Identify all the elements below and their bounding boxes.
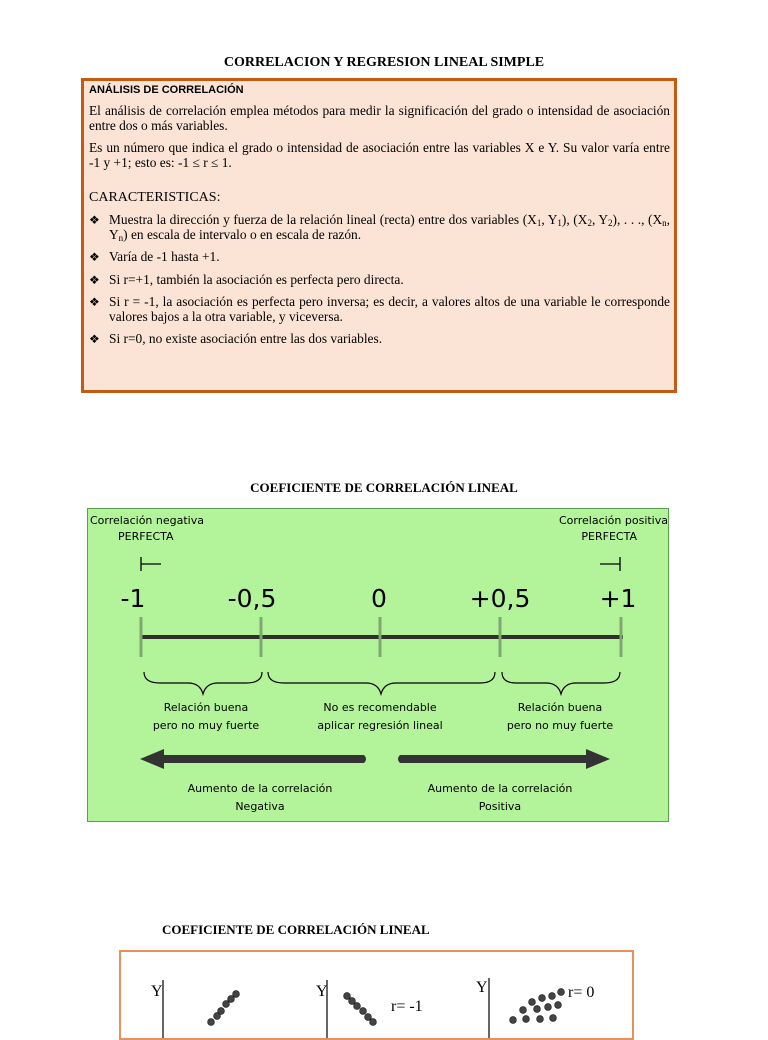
analysis-heading: ANÁLISIS DE CORRELACIÓN: [89, 84, 244, 96]
bullet-text: Varía de -1 hasta +1.: [109, 249, 220, 264]
right-range-sublabel: pero no muy fuerte: [506, 719, 614, 732]
list-item: [89, 250, 670, 265]
diamond-bullet-icon: ❖: [89, 332, 100, 346]
analysis-paragraph-2: Es un número que indica el grado o intensidad de asociación entre las variables X e Y. Su valor varía entre -1 y +1; esto es: -1 ≤ r ≤ 1.: [89, 140, 670, 170]
no-correlation-scatter-points: [510, 989, 565, 1024]
y-axis-label: Y: [316, 983, 328, 1000]
diamond-bullet-icon: ❖: [89, 213, 100, 227]
positive-direction-arrow: [398, 749, 610, 769]
diamond-bullet-icon: ❖: [89, 272, 100, 287]
scatter-point: [349, 998, 356, 1005]
bullet-text: Si r=0, no existe asociación entre las dos variables.: [109, 331, 383, 346]
scatter-section-title: COEFICIENTE DE CORRELACIÓN LINEAL: [162, 922, 430, 937]
scatter-point: [537, 1016, 544, 1023]
right-range-brace: [502, 672, 620, 694]
scatter-point: [539, 995, 546, 1002]
diamond-bullet-icon: ❖: [89, 250, 100, 264]
r-zero-label: r= 0: [568, 984, 595, 1001]
diamond-bullet-icon: ❖: [89, 295, 100, 309]
tick-label-zero: 0: [371, 584, 387, 613]
scatter-point: [365, 1014, 372, 1021]
scatter-point: [549, 993, 556, 1000]
negative-arrow-sublabel: Negativa: [235, 800, 285, 813]
neg-perfect-sublabel: PERFECTA: [118, 530, 174, 543]
scatter-point: [529, 999, 536, 1006]
right-range-label: Relación buena: [517, 701, 603, 714]
scatter-point: [534, 1006, 541, 1013]
correlation-scale-diagram: [87, 508, 669, 822]
y-axis-label: Y: [476, 979, 488, 996]
neg-perfect-bracket: [141, 557, 161, 571]
correlation-scale-svg: [88, 509, 669, 822]
middle-range-sublabel: aplicar regresión lineal: [317, 719, 443, 732]
positive-arrow-label: Aumento de la correlación: [427, 782, 573, 795]
scatter-point: [545, 1004, 552, 1011]
left-range-sublabel: pero no muy fuerte: [152, 719, 260, 732]
characteristics-list: [89, 213, 670, 347]
scatter-plots-box: [119, 950, 634, 1040]
tick-label-minus-1: -1: [120, 584, 146, 613]
bullet-text: Si r = -1, la asociación es perfecta pero inversa; es decir, a valores altos de una variable le corresponde valores bajos a la otra variable, y viceversa.: [109, 294, 670, 324]
scatter-point: [228, 996, 235, 1003]
positive-scatter-points: [208, 991, 240, 1026]
list-item: [89, 295, 670, 324]
pos-perfect-label: Correlación positiva: [558, 514, 668, 527]
scatter-point: [510, 1017, 517, 1024]
analysis-paragraph-1: El análisis de correlación emplea métodos para medir la significación del grado o intensidad de asociación entre dos o más variables.: [89, 103, 670, 133]
bullet-text: Si r=+1, también la asociación es perfecta pero directa.: [109, 271, 404, 287]
scatter-point: [223, 1001, 230, 1008]
middle-range-label: No es recomendable: [323, 701, 437, 714]
negative-direction-arrow: [140, 749, 366, 769]
scatter-point: [370, 1019, 377, 1026]
scatter-point: [354, 1003, 361, 1010]
y-axis-label: Y: [151, 983, 163, 1000]
r-negative-label: r= -1: [391, 998, 423, 1015]
scatter-point: [344, 993, 351, 1000]
left-range-label: Relación buena: [163, 701, 249, 714]
scatter-point: [520, 1007, 527, 1014]
tick-label-plus-half: +0,5: [469, 584, 531, 613]
tick-label-plus-1: +1: [599, 584, 637, 613]
scatter-point: [208, 1019, 215, 1026]
scatter-point: [214, 1013, 221, 1020]
negative-scatter-points: [344, 993, 377, 1026]
list-item: [89, 273, 670, 288]
neg-perfect-label: Correlación negativa: [90, 514, 204, 527]
middle-range-brace: [268, 672, 495, 694]
scatter-point: [558, 989, 565, 996]
scatter-point: [550, 1015, 557, 1022]
scatter-plots-svg: [121, 952, 634, 1040]
list-item: [89, 332, 670, 347]
tick-label-minus-half: -0,5: [227, 584, 277, 613]
scatter-point: [555, 1002, 562, 1009]
scatter-point: [233, 991, 240, 998]
pos-perfect-bracket: [600, 557, 620, 571]
left-range-brace: [144, 672, 262, 694]
document-title: CORRELACION Y REGRESION LINEAL SIMPLE: [223, 55, 545, 70]
scale-section-title: COEFICIENTE DE CORRELACIÓN LINEAL: [250, 480, 518, 495]
scatter-point: [360, 1008, 367, 1015]
positive-arrow-sublabel: Positiva: [478, 800, 522, 813]
scatter-point: [523, 1016, 530, 1023]
negative-arrow-label: Aumento de la correlación: [187, 782, 333, 795]
list-item: [89, 213, 670, 242]
bullet-text: Muestra la dirección y fuerza de la relación lineal (recta) entre dos variables ($X_1$, $Y_1$), ($X_2$, $Y_2$), . . ., ($X_n$, $Y_n$) en escala de intervalo o en escala de razón.: [109, 212, 670, 243]
correlation-analysis-box: [81, 78, 677, 393]
pos-perfect-sublabel: PERFECTA: [581, 530, 637, 543]
characteristics-label: CARACTERISTICAS:: [89, 190, 221, 205]
